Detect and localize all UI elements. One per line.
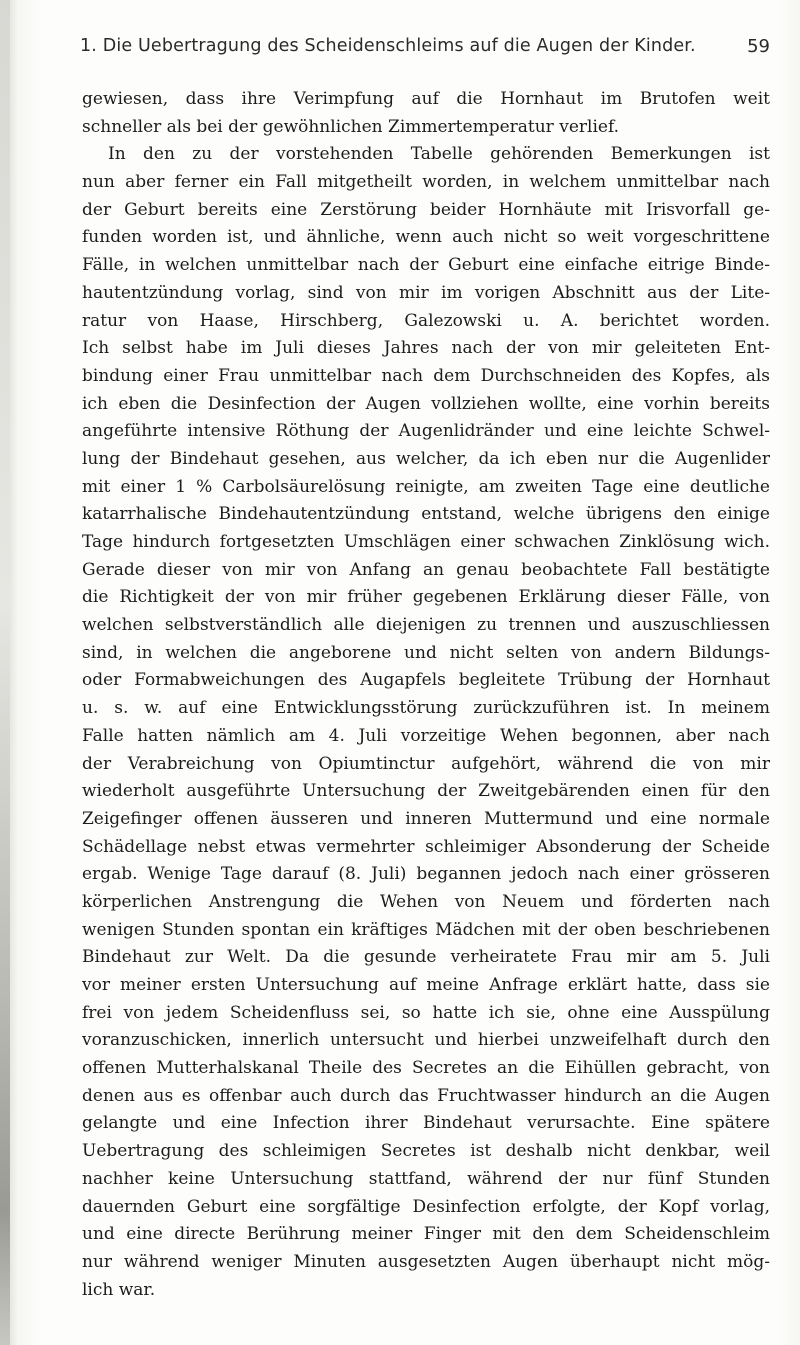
- text-line: körperlichen Anstrengung die Wehen von Neuem und förderten nach: [82, 891, 770, 912]
- text-line: denen aus es offenbar auch durch das Fruchtwasser hindurch an die Augen: [82, 1085, 770, 1106]
- text-line: Fälle, in welchen unmittelbar nach der Geburt eine einfache eitrige Binde-: [82, 255, 770, 276]
- text-line: voranzuschicken, innerlich untersucht und hierbei unzweifelhaft durch den: [82, 1030, 770, 1051]
- text-line: sind, in welchen die angeborene und nicht selten von andern Bildungs-: [82, 642, 770, 663]
- text-line: Uebertragung des schleimigen Secretes ist deshalb nicht denkbar, weil: [82, 1141, 770, 1162]
- text-line: nur während weniger Minuten ausgesetzten Augen überhaupt nicht mög-: [82, 1251, 770, 1272]
- text-line: Tage hindurch fortgesetzten Umschlägen einer schwachen Zinklösung wich.: [82, 532, 770, 552]
- text-line: katarrhalische Bindehautentzündung entstand, welche übrigens den einige: [82, 504, 770, 525]
- text-line: hautentzündung vorlag, sind von mir im vorigen Abschnitt aus der Lite-: [82, 282, 770, 303]
- text-line: vor meiner ersten Untersuchung auf meine Anfrage erklärt hatte, dass sie: [82, 975, 770, 995]
- text-line: die Richtigkeit der von mir früher gegebenen Erklärung dieser Fälle, von: [82, 587, 770, 608]
- text-line: mit einer 1 % Carbolsäurelösung reinigte, am zweiten Tage eine deutliche: [82, 476, 770, 497]
- text-line: ich eben die Desinfection der Augen vollziehen wollte, eine vorhin bereits: [82, 393, 770, 414]
- text-line: nun aber ferner ein Fall mitgetheilt worden, in welchem unmittelbar nach: [82, 172, 770, 193]
- text-line: funden worden ist, und ähnliche, wenn auch nicht so weit vorgeschrittene: [82, 227, 770, 248]
- text-line: wenigen Stunden spontan ein kräftiges Mädchen mit der oben beschriebenen: [82, 919, 770, 940]
- text-line: Bindehaut zur Welt. Da die gesunde verheiratete Frau mir am 5. Juli: [82, 947, 770, 968]
- text-line: bindung einer Frau unmittelbar nach dem Durchschneiden des Kopfes, als: [82, 365, 770, 386]
- text-line: Falle hatten nämlich am 4. Juli vorzeitige Wehen begonnen, aber nach: [82, 725, 770, 746]
- text-line: Schädellage nebst etwas vermehrter schleimiger Absonderung der Scheide: [82, 836, 770, 857]
- text-line: gelangte und eine Infection ihrer Bindehaut verursachte. Eine spätere: [82, 1113, 770, 1134]
- text-line: Zeigefinger offenen äusseren und inneren Muttermund und eine normale: [82, 808, 770, 829]
- text-line: gewiesen, dass ihre Verimpfung auf die Hornhaut im Brutofen weit: [82, 89, 770, 109]
- text-line: Ich selbst habe im Juli dieses Jahres nach der von mir geleiteten Ent-: [82, 338, 770, 359]
- page-gutter-shadow: [0, 0, 10, 1345]
- text-line: angeführte intensive Röthung der Augenlidränder und eine leichte Schwel-: [82, 421, 770, 442]
- text-line: nachher keine Untersuchung stattfand, während der nur fünf Stunden: [82, 1168, 770, 1189]
- body-text: [82, 86, 770, 1304]
- text-line: und eine directe Berührung meiner Finger mit den dem Scheidenschleim: [82, 1224, 770, 1245]
- text-line: frei von jedem Scheidenfluss sei, so hatte ich sie, ohne eine Ausspülung: [82, 1002, 770, 1023]
- page-header: [80, 36, 770, 76]
- text-line: der Verabreichung von Opiumtinctur aufgehört, während die von mir: [82, 753, 770, 774]
- text-line: wiederholt ausgeführte Untersuchung der Zweitgebärenden einen für den: [82, 781, 770, 802]
- text-line: ratur von Haase, Hirschberg, Galezowski u. A. berichtet worden.: [82, 310, 770, 331]
- text-line: Gerade dieser von mir von Anfang an genau beobachtete Fall bestätigte: [82, 559, 770, 580]
- text-line: lung der Bindehaut gesehen, aus welcher, da ich eben nur die Augenlider: [82, 448, 770, 469]
- text-line: der Geburt bereits eine Zerstörung beider Hornhäute mit Irisvorfall ge-: [82, 199, 770, 220]
- text-line: lich war.: [82, 1279, 156, 1300]
- text-line: u. s. w. auf eine Entwicklungsstörung zurückzuführen ist. In meinem: [82, 698, 770, 719]
- page-number: 59: [747, 36, 770, 57]
- text-line: dauernden Geburt eine sorgfältige Desinfection erfolgte, der Kopf vorlag,: [82, 1196, 770, 1217]
- text-line: schneller als bei der gewöhnlichen Zimmertemperatur verlief.: [82, 116, 620, 137]
- running-head: 1. Die Uebertragung des Scheidenschleims auf die Augen der Kinder.: [80, 36, 696, 56]
- text-line: offenen Mutterhalskanal Theile des Secretes an die Eihüllen gebracht, von: [82, 1058, 770, 1079]
- text-line: oder Formabweichungen des Augapfels begleitete Trübung der Hornhaut: [82, 670, 770, 691]
- text-line: welchen selbstverständlich alle diejenigen zu trennen und auszuschliessen: [82, 615, 770, 636]
- text-line: ergab. Wenige Tage darauf (8. Juli) begannen jedoch nach einer grösseren: [82, 864, 770, 885]
- text-line: In den zu der vorstehenden Tabelle gehörenden Bemerkungen ist: [108, 144, 770, 165]
